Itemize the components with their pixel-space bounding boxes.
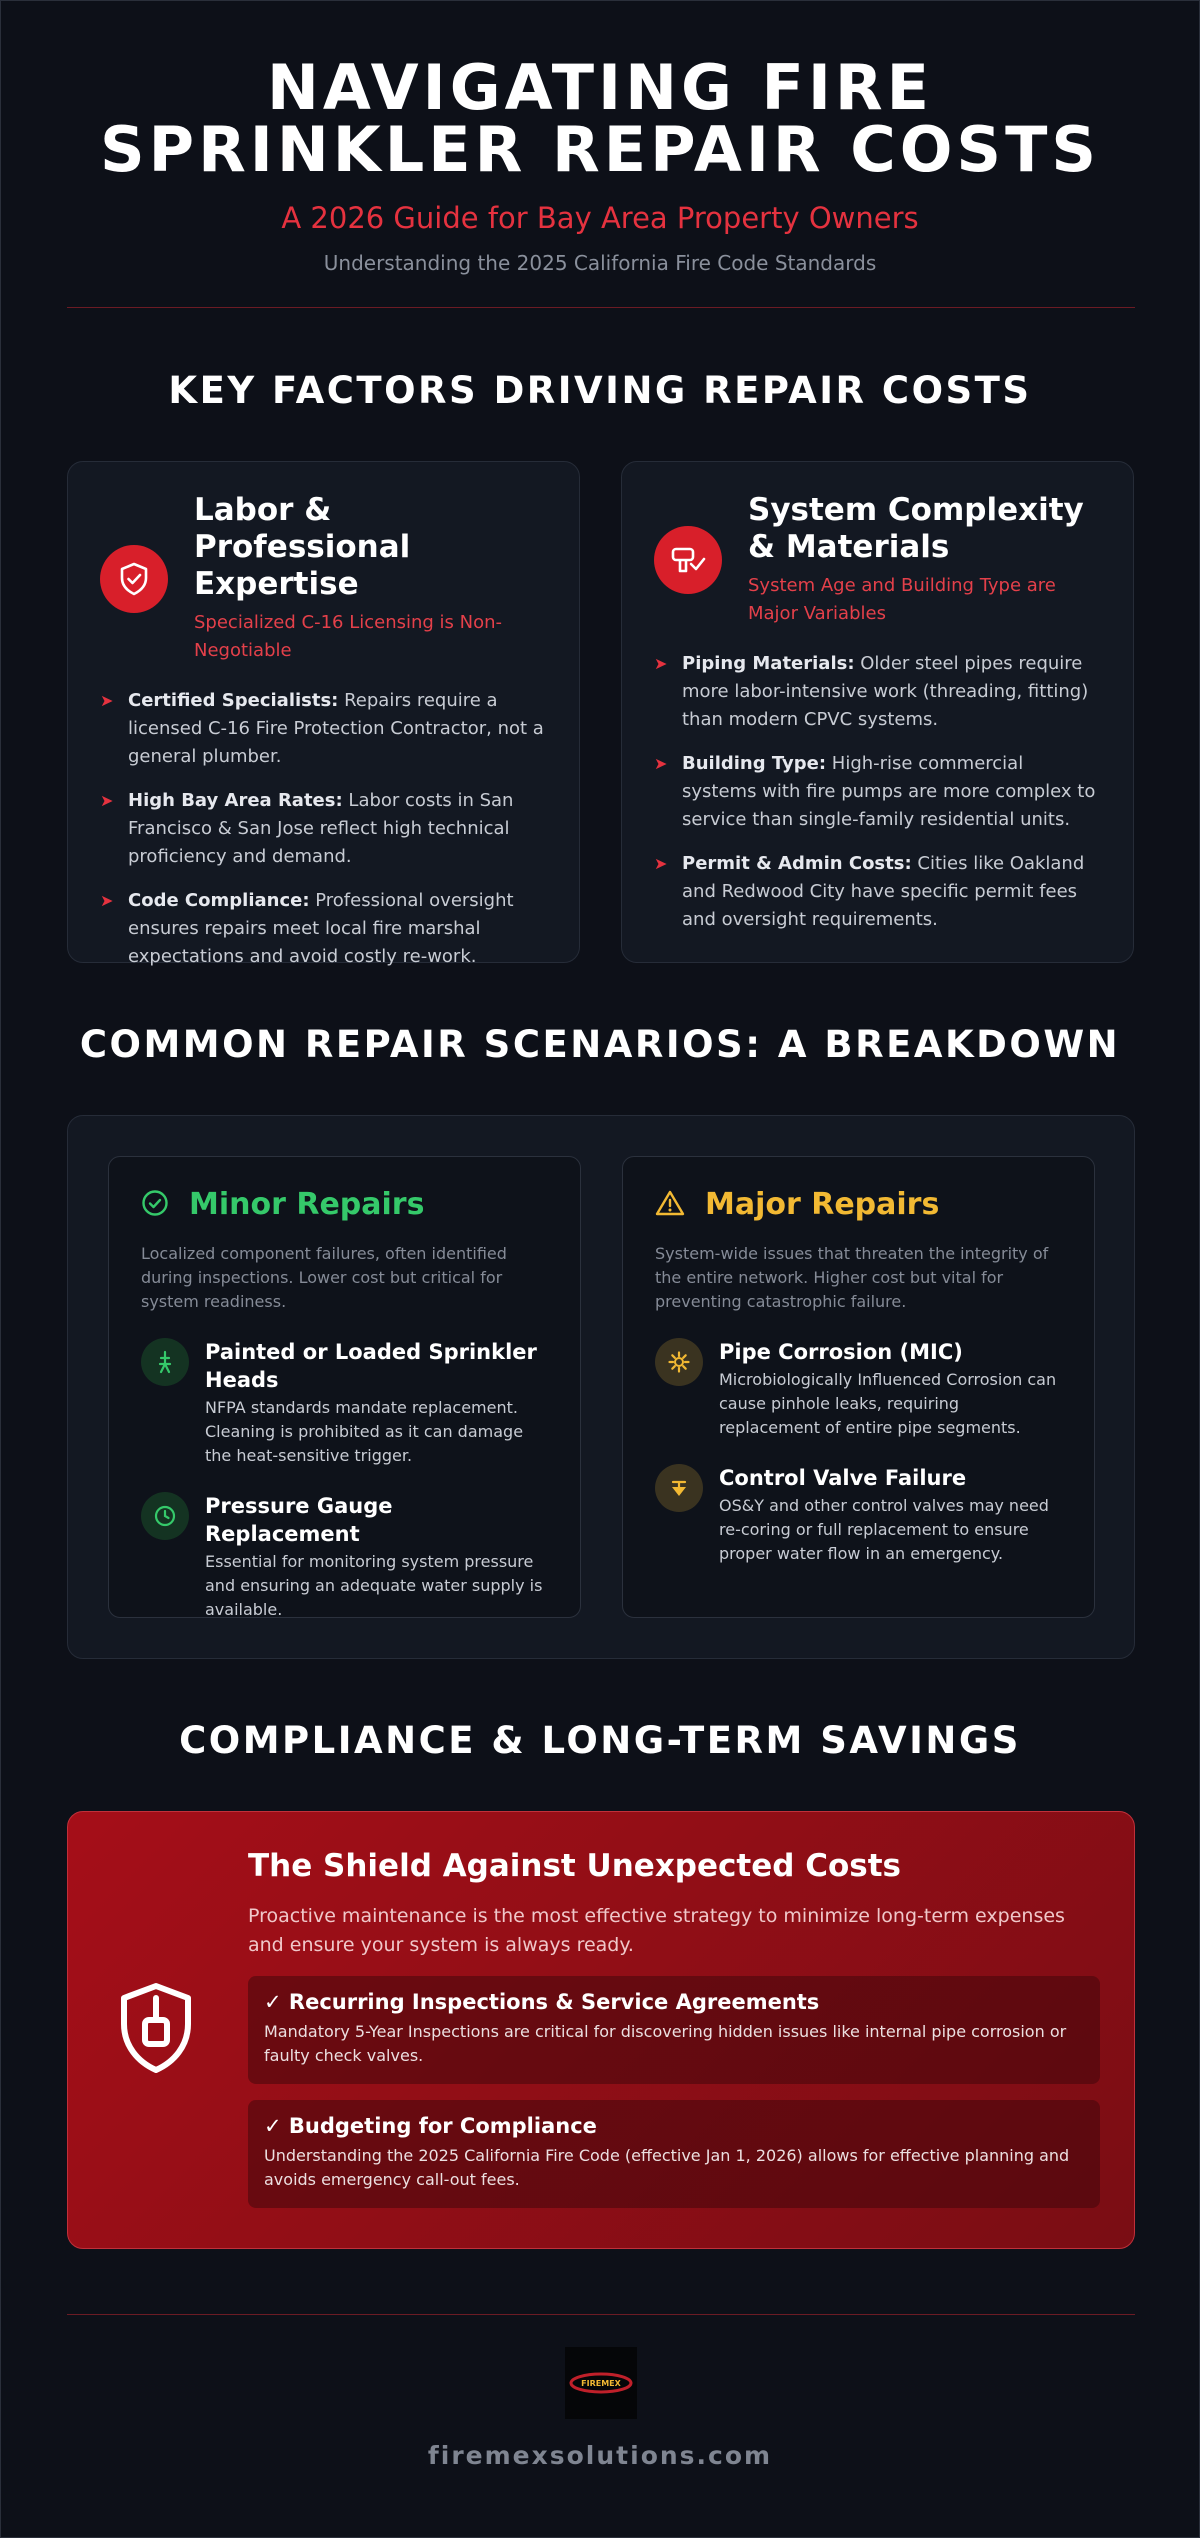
list-item <box>654 850 1101 934</box>
factor-card-title: Labor & Professional Expertise <box>194 492 411 602</box>
scenarios-panel <box>67 1115 1135 1659</box>
compliance-item <box>248 2100 1100 2208</box>
website-link[interactable]: firemexsolutions.com <box>427 2441 773 2470</box>
compliance-item-title: ✓ Recurring Inspections & Service Agreements <box>264 1990 820 2014</box>
compliance-card-title: The Shield Against Unexpected Costs <box>248 1848 901 1884</box>
list-item <box>655 1338 1062 1440</box>
list-item <box>100 887 547 971</box>
warning-triangle-icon <box>655 1189 685 1221</box>
compliance-item-text: Understanding the 2025 California Fire Code (effective Jan 1, 2026) allows for effective planning and avoids emergency call-out fees. <box>264 2146 1070 2189</box>
list-item-label: Certified Specialists: <box>128 690 339 711</box>
list-item <box>100 787 547 871</box>
list-item <box>654 650 1101 734</box>
minor-repairs-card <box>108 1156 581 1618</box>
list-item-text: Essential for monitoring system pressure and ensuring an adequate water supply is available. <box>205 1552 543 1619</box>
pipe-wrench-icon <box>654 526 722 594</box>
list-item-text: Repairs require a licensed C-16 Fire Protection Contractor, not a general plumber. <box>128 690 544 767</box>
arrow-bullet-icon: ➤ <box>100 691 114 710</box>
list-item-title: Pressure Gauge Replacement <box>205 1494 393 1546</box>
factor-card-subtitle: Specialized C-16 Licensing is Non-Negotiable <box>194 612 503 661</box>
page-subtitle: A 2026 Guide for Bay Area Property Owners <box>281 201 919 235</box>
list-item-text: Older steel pipes require more labor-intensive work (threading, fitting) than modern CPVC systems. <box>682 653 1089 730</box>
major-repairs-card <box>622 1156 1095 1618</box>
firemex-logo <box>565 2347 637 2419</box>
compliance-card-description: Proactive maintenance is the most effective strategy to minimize long-term expenses and ensure your system is always ready. <box>248 1905 1065 1956</box>
list-item <box>141 1492 548 1622</box>
list-item-text: NFPA standards mandate replacement. Cleaning is prohibited as it can damage the heat-sensitive trigger. <box>205 1398 524 1465</box>
factor-card-labor <box>67 461 580 967</box>
list-item-text: Labor costs in San Francisco & San Jose reflect high technical proficiency and demand. <box>128 790 514 867</box>
compliance-section-title: COMPLIANCE & LONG-TERM SAVINGS <box>179 1719 1021 1762</box>
compliance-item-text: Mandatory 5-Year Inspections are critical for discovering hidden issues like internal pipe corrosion or faulty check valves. <box>264 2022 1067 2065</box>
header-divider <box>67 307 1135 308</box>
list-item-text: OS&Y and other control valves may need re-coring or full replacement to ensure proper water flow in an emergency. <box>719 1496 1049 1563</box>
footer-divider <box>67 2314 1135 2315</box>
list-item <box>654 750 1101 834</box>
arrow-bullet-icon: ➤ <box>100 791 114 810</box>
list-item <box>100 687 547 771</box>
page-tagline: Understanding the 2025 California Fire Code Standards <box>323 251 877 275</box>
factor-card-complexity <box>621 461 1134 963</box>
header <box>1 51 1199 275</box>
factors-section-title: KEY FACTORS DRIVING REPAIR COSTS <box>168 369 1032 412</box>
major-repairs-title: Major Repairs <box>705 1187 940 1222</box>
list-item-title: Control Valve Failure <box>719 1466 967 1490</box>
minor-repairs-description: Localized component failures, often identified during inspections. Lower cost but critical for system readiness. <box>141 1244 507 1311</box>
list-item-label: Building Type: <box>682 753 827 774</box>
valve-icon <box>655 1464 703 1512</box>
list-item <box>141 1338 548 1468</box>
sprinkler-head-icon <box>141 1338 189 1386</box>
compliance-card <box>67 1811 1135 2249</box>
list-item-label: Code Compliance: <box>128 890 310 911</box>
list-item-text: High-rise commercial systems with fire pumps are more complex to service than single-family residential units. <box>682 753 1096 830</box>
check-circle-icon <box>141 1189 169 1221</box>
list-item-title: Pipe Corrosion (MIC) <box>719 1340 963 1364</box>
arrow-bullet-icon: ➤ <box>654 854 668 873</box>
logo-text: FIREMEX <box>581 2379 621 2388</box>
compliance-item <box>248 1976 1100 2084</box>
minor-repairs-title: Minor Repairs <box>189 1187 425 1222</box>
list-item-text: Microbiologically Influenced Corrosion can cause pinhole leaks, requiring replacement of entire pipe segments. <box>719 1370 1057 1437</box>
arrow-bullet-icon: ➤ <box>100 891 114 910</box>
major-repairs-description: System-wide issues that threaten the integrity of the entire network. Higher cost but vital for preventing catastrophic failure. <box>655 1244 1049 1311</box>
arrow-bullet-icon: ➤ <box>654 654 668 673</box>
page-title: NAVIGATING FIRE SPRINKLER REPAIR COSTS <box>99 51 1101 186</box>
list-item-label: Permit & Admin Costs: <box>682 853 912 874</box>
list-item-title: Painted or Loaded Sprinkler Heads <box>205 1340 537 1392</box>
shield-check-icon <box>100 545 168 613</box>
list-item-label: Piping Materials: <box>682 653 855 674</box>
scenarios-section-title: COMMON REPAIR SCENARIOS: A BREAKDOWN <box>79 1023 1121 1066</box>
arrow-bullet-icon: ➤ <box>654 754 668 773</box>
list-item-text: Cities like Oakland and Redwood City have specific permit fees and oversight requirements. <box>682 853 1085 930</box>
factor-card-subtitle: System Age and Building Type are Major Variables <box>748 575 1056 624</box>
gauge-clock-icon <box>141 1492 189 1540</box>
compliance-item-title: ✓ Budgeting for Compliance <box>264 2114 597 2138</box>
shield-lock-icon <box>118 1982 194 2078</box>
list-item <box>655 1464 1062 1566</box>
list-item-label: High Bay Area Rates: <box>128 790 343 811</box>
factor-card-title: System Complexity & Materials <box>748 492 1084 565</box>
gear-icon <box>655 1338 703 1386</box>
list-item-text: Professional oversight ensures repairs meet local fire marshal expectations and avoid costly re-work. <box>128 890 514 967</box>
